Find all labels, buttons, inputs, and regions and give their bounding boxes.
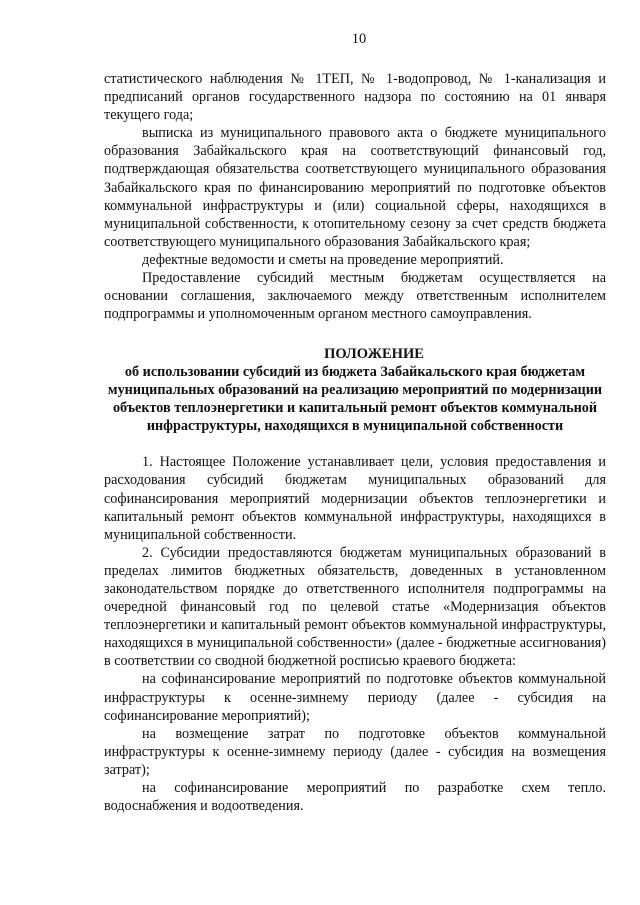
paragraph-cofinancing-schemes: на софинансирование мероприятий по разработке схем тепло. водоснабжения и водоотведения. [104, 780, 606, 815]
section-heading [104, 345, 606, 435]
heading-subtitle: об использовании субсидий из бюджета Забайкальского края бюджетам муниципальных образований на реализацию мероприятий по модернизации объектов теплоэнергетики и капитальный ремонт объектов коммунальной инфраструктуры, находящихся в муниципальной собственности [107, 364, 603, 435]
heading-title: ПОЛОЖЕНИЕ [324, 346, 424, 363]
paragraph-cofinancing-preparation: на софинансирование мероприятий по подготовке объектов коммунальной инфраструктуры к осенне-зимнему периоду (далее - субсидия на софинансирование мероприятий); [104, 671, 606, 724]
paragraph-cost-reimbursement: на возмещение затрат по подготовке объектов коммунальной инфраструктуры к осенне-зимнему периоду (далее - субсидия на возмещения затрат); [104, 725, 606, 778]
paragraph-clause-2: 2. Субсидии предоставляются бюджетам муниципальных образований в пределах лимитов бюджетных обязательств, доведенных в установленном законодательством порядке до ответственного исполнителя подпрограммы на очередной финансовый год по целевой статье «Модернизация объектов теплоэнергетики и капитальный ремонт объектов коммунальной инфраструктуры, находящихся в муниципальной собственности» (далее - бюджетные ассигнования) в соответствии со сводной бюджетной росписью краевого бюджета: [104, 544, 606, 670]
document-page [104, 30, 606, 815]
page-number: 10 [351, 31, 367, 47]
paragraph-budget-extract: выписка из муниципального правового акта о бюджете муниципального образования Забайкальского края на соответствующий финансовый год, подтверждающая обязательства соответствующего муниципального образования Забайкальского края по финансированию мероприятий по подготовке объектов коммунальной инфраструктуры и (или) социальной сферы, находящихся в муниципальной собственности, к отопительному сезону за счет средств бюджета соответствующего муниципального образования Забайкальского края; [104, 125, 606, 250]
paragraph-subsidy-agreement: Предоставление субсидий местным бюджетам осуществляется на основании соглашения, заключаемого между ответственным исполнителем подпрограммы и уполномоченным органом местного самоуправления. [104, 270, 606, 323]
paragraph-statistics-continuation: статистического наблюдения № 1ТЕП, № 1-водопровод, № 1-канализация и предписаний органов государственного надзора по состоянию на 01 января текущего года; [104, 71, 606, 124]
paragraph-clause-1: 1. Настоящее Положение устанавливает цели, условия предоставления и расходования субсидий бюджетам муниципальных образований для софинансирования мероприятий модернизации объектов теплоэнергетики и капитальный ремонт объектов коммунальной инфраструктуры, находящихся в муниципальной собственности. [104, 454, 606, 543]
paragraph-defect-statements: дефектные ведомости и сметы на проведение мероприятий. [142, 251, 504, 268]
